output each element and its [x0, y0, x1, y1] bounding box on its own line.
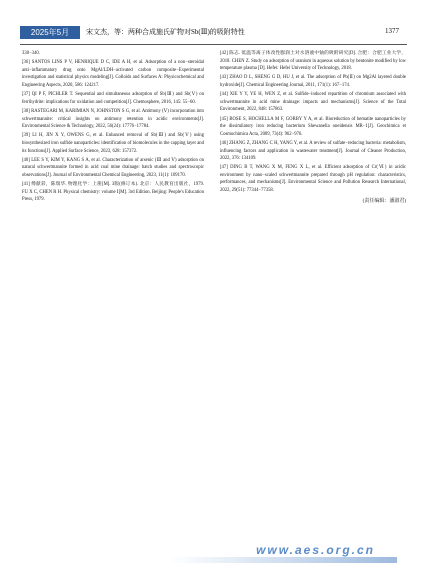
reference-item: [44] XIE Y Y, YE H, WEN Z, et al. Sulfide−induced repartition of chromium associated with schwertmannite in acid mine drainage: impacts and mechanisms[J]. Science of the Total Environment, 2022, 848: 157863. [220, 92, 406, 113]
issue-date-tab: 2025年5月 [20, 26, 80, 39]
running-title: 宋文杰，等：两种合成施氏矿物对Sb(Ⅲ)的吸附特性 [86, 28, 245, 36]
reference-item: [36] SANTOS LINS P V, HENRIQUE D C, IDE A H, et al. Adsorption of a non−steroidal anti−inflammatory drug onto MgAl/LDH−activated carbon composite−Experimental investigation and statistical physics modeling[J]. Colloids and Surfaces A: Physicochemical and Engineering Aspects, 2020, 586: 124217. [22, 60, 204, 88]
reference-item: [38] RASTEGARI M, KARIMIAN N, JOHNSTON S G, et al. Antimony (Ⅴ) incorporation into schwertmannite: critical insights on antimony retention in acidic environments[J]. Environmental Science & Technology, 2022, 56(24): 17776−17784. [22, 108, 204, 130]
page-header [20, 26, 407, 42]
reference-item: [42] 陈志. 低温等离子体改性膨润土对水溶液中铀的吸附研究[D]. 合肥：合肥工业大学，2018. CHEN Z. Study on adsorption of uranium in aqueous solution by bentonite modified by low temperature plasma [D]. Hefei: Hefei University of Technology, 2018. [220, 51, 406, 72]
reference-item: [37] QI P F, PICHLER T. Sequential and simultaneous adsorption of Sb(Ⅲ) and Sb(Ⅴ) on ferrihydrite: implications for oxidation and competition[J]. Chemosphere, 2016, 145: 55−60. [22, 92, 204, 105]
reference-item: [41] 傅献彩，陈瑞华. 物理化学：上册[M]. 3版(修订本). 北京：人民教育出版社，1979. FU X C, CHEN R H. Physical chemistry: volume Ⅰ[M]. 3rd Edition. Beijing: People's Education Press, 1979. [22, 182, 204, 203]
references-right-column [220, 50, 406, 205]
reference-item: [46] ZHANG Z, ZHANG C H, YANG Y, et al. A review of sulfate−reducing bacteria: metabolism, influencing factors and application in wastewater treatment[J]. Journal of Cleaner Production, 2022, 376: 134109. [220, 140, 406, 162]
reference-item: [43] ZHAO D L, SHENG G D, HU J, et al. The adsorption of Pb(Ⅱ) on Mg2Al layered double hydroxide[J]. Chemical Engineering Journal, 2011, 171(1): 167−174. [220, 75, 406, 88]
page-number: 1377 [385, 27, 399, 35]
reference-item: [47] DING B T, WANG X M, FENG X L, et al. Efficient adsorption of Cr(Ⅵ) in acidic environment by nano−scaled schwertmannite prepared through pH regulation: characteristics, performances, and mechanisms[J]. Environmental Science and Pollution Research International, 2022, 29(51): 77344−77358. [220, 165, 406, 194]
reference-item: [39] LI H, JIN X Y, OWENS G, et al. Enhanced removal of Sb(Ⅲ) and Sb(Ⅴ) using biosynthesized iron sulfide nanoparticles: identification of biomolecules in the capping layer and its functions[J]. Applied Surface Science, 2023, 628: 157372. [22, 133, 204, 154]
header-rule [20, 44, 407, 45]
editor-note: (责任编辑：潘淑君) [362, 198, 406, 204]
reference-item: [45] BOSE S, HOCHELLA M F, GORBY Y A, et al. Bioreduction of hematite nanoparticles by the dissimilatory iron reducing bacterium Shewanella oneidensis MR−1[J]. Geochimica et Cosmochimica Acta, 2009, 73(4): 962−976. [220, 116, 406, 137]
references-left-column [22, 50, 204, 205]
reference-item: 330−340. [22, 51, 40, 56]
reference-item: [40] LEE S Y, KIM Y, KANG S A, et al. Characterization of arsenic (Ⅲ and Ⅴ) adsorption on natural schwertmannite formed in acid coal mine drainage: batch studies and spectroscopic observations[J]. Journal of Environmental Chemical Engineering, 2023, 11(1): 109170. [22, 157, 204, 178]
footer-url[interactable]: www.aes.org.cn [256, 543, 375, 557]
